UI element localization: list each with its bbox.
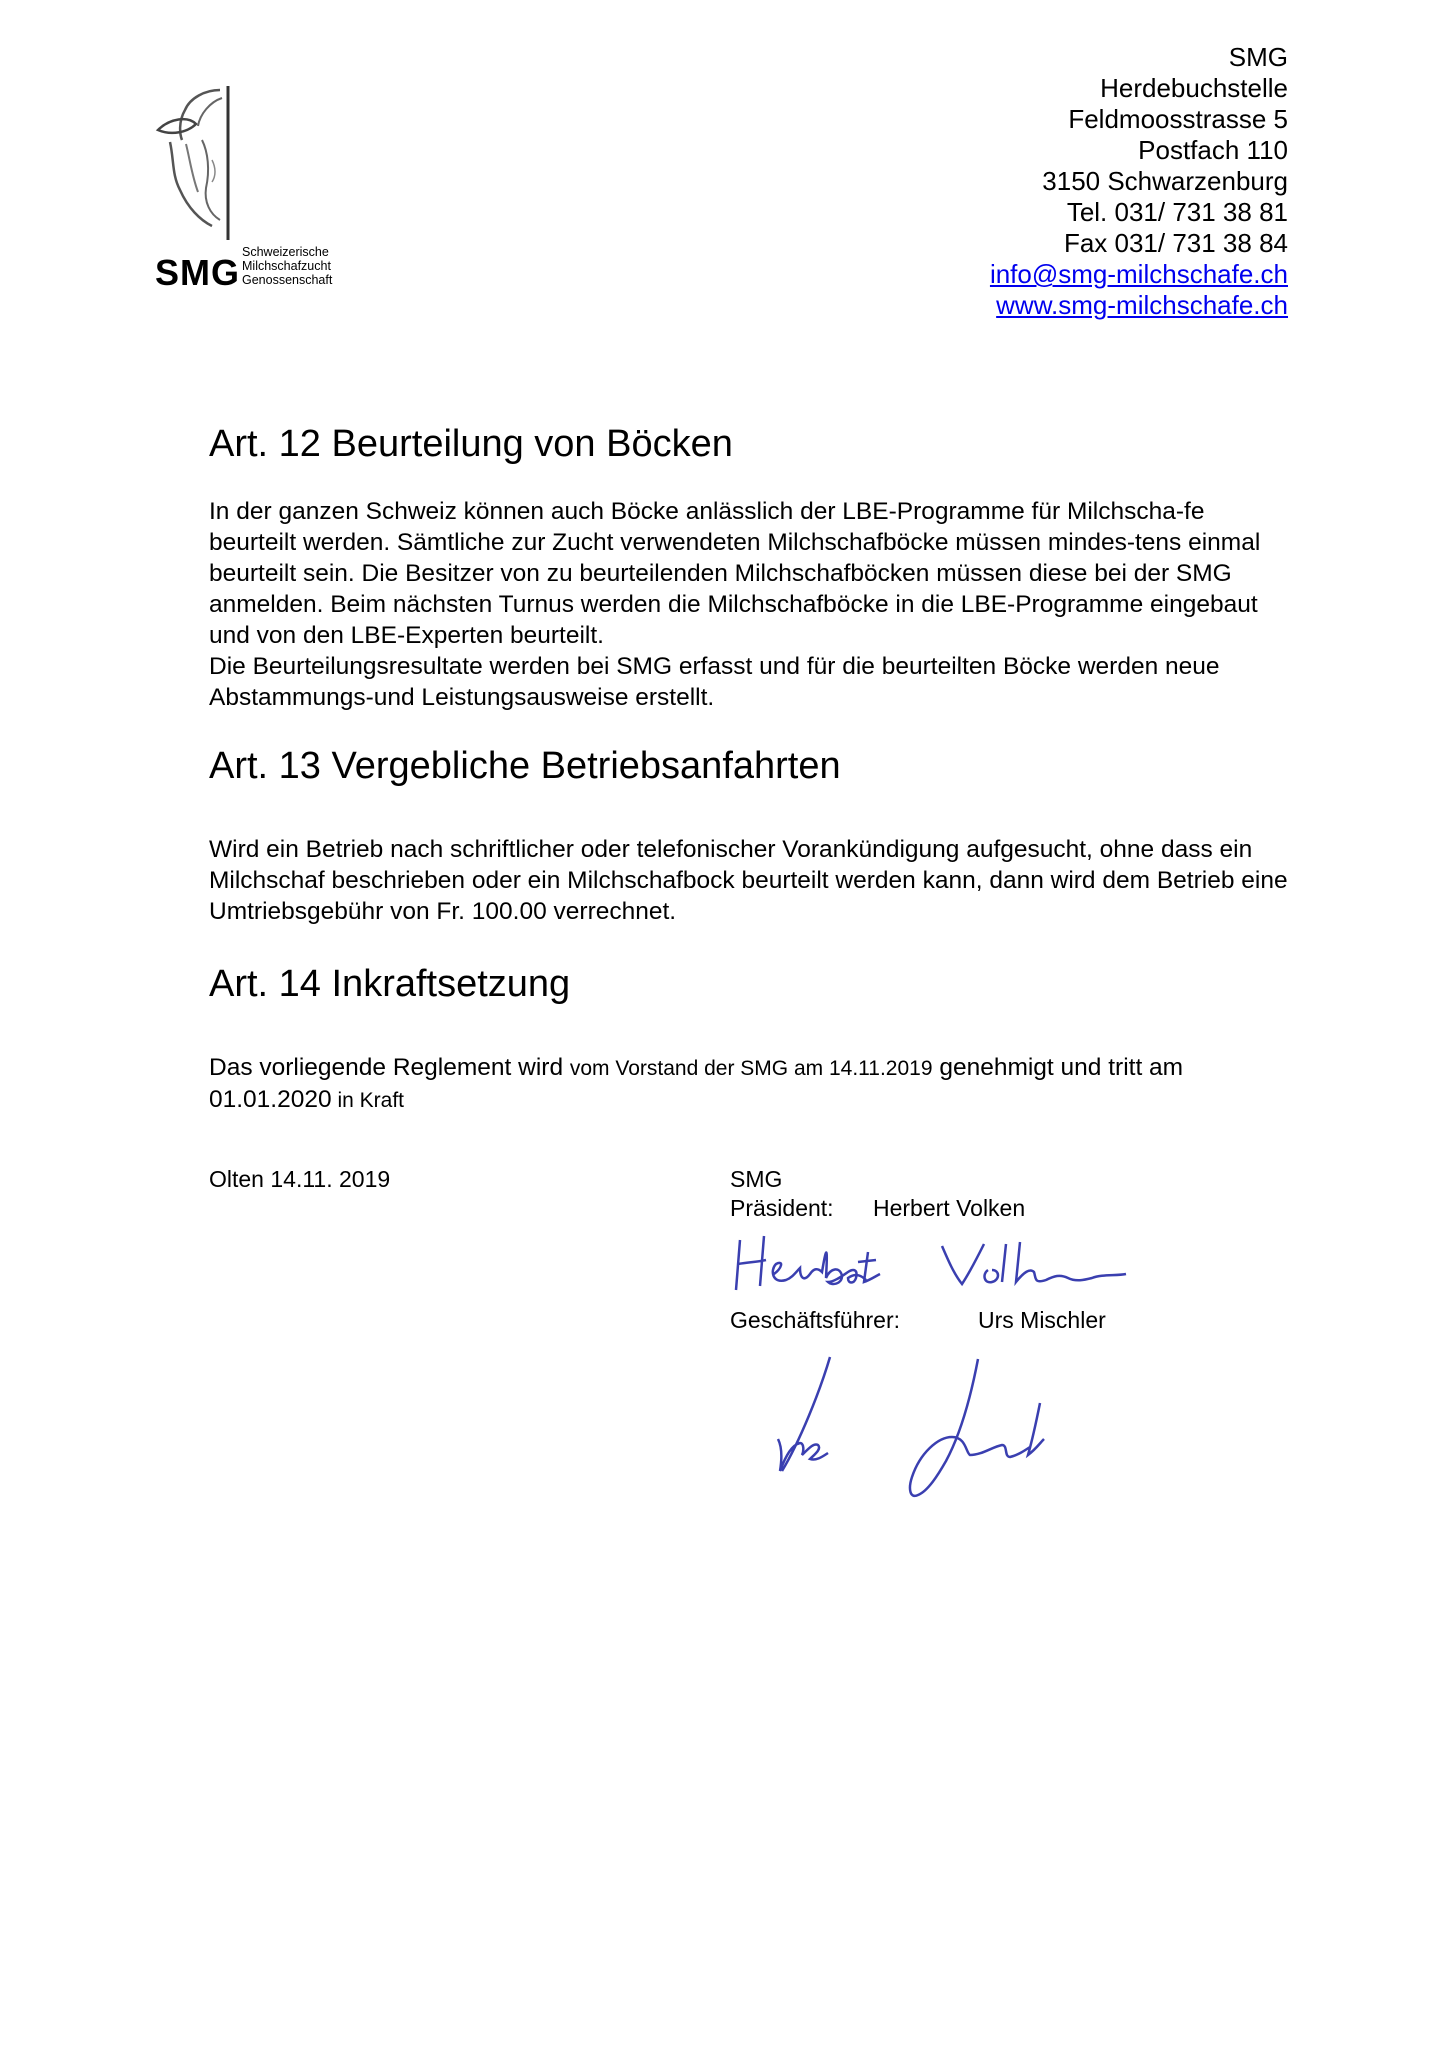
president-signature (730, 1228, 1150, 1300)
section-title-art14: Art. 14 Inkraftsetzung (209, 963, 571, 1005)
address-phone: Tel. 031/ 731 38 81 (1066, 197, 1288, 227)
manager-name: Urs Mischler (978, 1307, 1106, 1333)
section-body-art12 (209, 496, 1289, 713)
website-link[interactable]: www.smg-milchschafe.ch (996, 290, 1288, 320)
manager-signature (760, 1351, 1100, 1501)
place-date: Olten 14.11. 2019 (209, 1166, 391, 1192)
logo-abbreviation: SMG (155, 252, 241, 293)
section-title-art12: Art. 12 Beurteilung von Böcken (209, 423, 733, 465)
smg-logo (150, 80, 360, 300)
address-org: SMG (1228, 42, 1288, 72)
address-fax: Fax 031/ 731 38 84 (1063, 228, 1288, 258)
section-body-art14 (209, 1052, 1289, 1116)
section-body-art13 (209, 834, 1289, 927)
logo-name-line: Milchschafzucht (242, 259, 331, 273)
president-role: Präsident: (730, 1195, 834, 1221)
logo-full-name (242, 245, 332, 287)
logo-name-line: Genossenschaft (242, 273, 333, 287)
address-block (990, 42, 1288, 321)
manager-role: Geschäftsführer: (730, 1307, 901, 1333)
email-link[interactable]: info@smg-milchschafe.ch (989, 259, 1288, 289)
text-run: in Kraft (331, 1089, 404, 1112)
address-dept: Herdebuchstelle (1100, 73, 1288, 103)
address-street: Feldmoosstrasse 5 (1068, 104, 1288, 134)
president-name: Herbert Volken (873, 1195, 1026, 1221)
paragraph (209, 1052, 1289, 1116)
section-title-art13: Art. 13 Vergebliche Betriebsanfahrten (209, 745, 841, 787)
signoff-org: SMG (730, 1166, 783, 1192)
paragraph: Wird ein Betrieb nach schriftlicher oder telefonischer Vorankündigung aufgesucht, ohne dass ein Milchschaf beschrieben oder ein Milchschafbock beurteilt werden kann, dann wird dem Betrieb eine Umtriebsgebühr von Fr. 100.00 verrechnet. (209, 836, 1288, 925)
sheep-head-icon (150, 80, 250, 245)
address-city: 3150 Schwarzenburg (1042, 166, 1288, 196)
text-run: vom Vorstand der SMG am 14.11.2019 (569, 1057, 933, 1080)
text-run: Das vorliegende Reglement wird (209, 1054, 570, 1081)
logo-name-line: Schweizerische (242, 245, 329, 259)
address-pobox: Postfach 110 (1138, 135, 1288, 165)
text-run: genehmigt und tritt am 01.01.2020 (209, 1054, 1184, 1113)
paragraph: Die Beurteilungsresultate werden bei SMG erfasst und für die beurteilten Böcke werden neue Abstammungs-und Leistungsausweise erstellt. (209, 653, 1220, 711)
paragraph: In der ganzen Schweiz können auch Böcke anlässlich der LBE-Programme für Milchscha-fe beurteilt werden. Sämtliche zur Zucht verwendeten Milchschafböcke müssen mindes-tens einmal beurteilt sein. Die Besitzer von zu beurteilenden Milchschafböcken müssen diese bei der SMG anmelden. Beim nächsten Turnus werden die Milchschafböcke in die LBE-Programme eingebaut und von den LBE-Experten beurteilt. (209, 498, 1261, 649)
